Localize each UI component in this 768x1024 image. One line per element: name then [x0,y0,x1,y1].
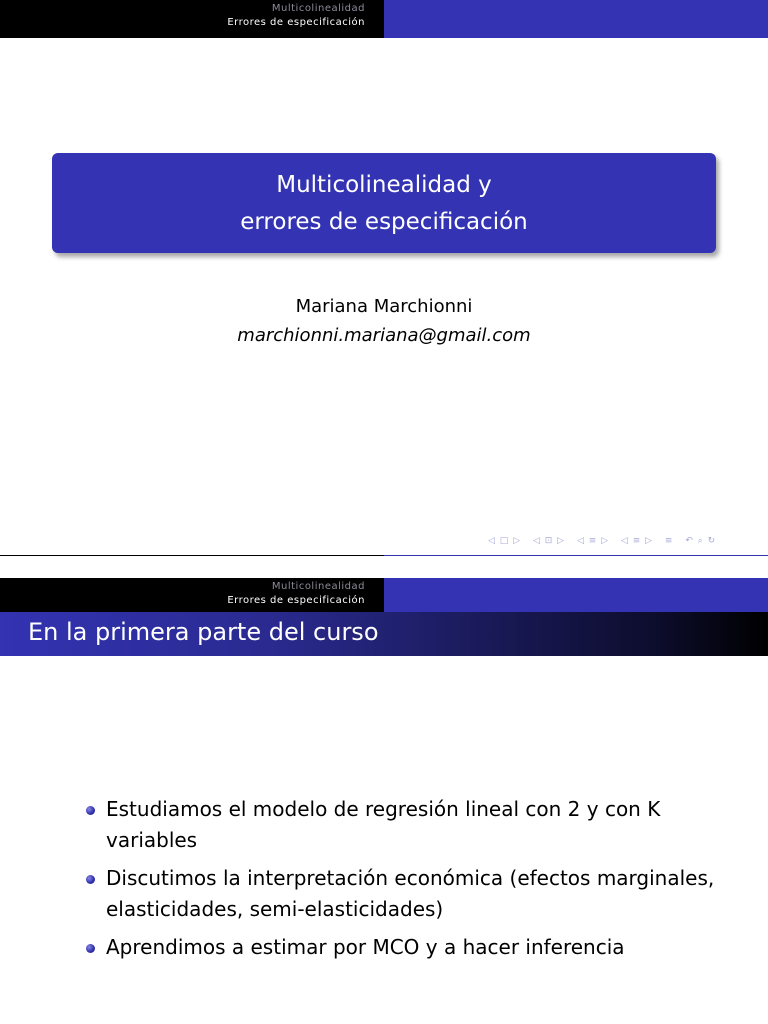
header-section-nav-2 [0,578,384,616]
header-section-nav [0,0,384,38]
beamer-navigation-symbols [488,536,724,550]
header-section-multicolinealidad-2[interactable]: Multicolinealidad [271,581,365,592]
nav-back-search-forward-icon[interactable]: ↶ ⌕ ↻ [685,536,717,546]
nav-frame-icon[interactable]: ◁ □ ▷ [488,536,522,546]
nav-appendix-icon[interactable]: ≡ [664,536,674,546]
header-section-multicolinealidad[interactable]: Multicolinealidad [271,3,365,14]
header-section-errores[interactable]: Errores de especificación [227,17,365,28]
nav-subsection-icon[interactable]: ◁ ⊡ ▷ [532,536,566,546]
bullet-text: Estudiamos el modelo de regresión lineal con 2 y con K variables [106,797,661,852]
bullet-text: Discutimos la interpretación económica (efectos marginales, elasticidades, semi-elasticidades) [106,866,715,921]
presentation-title-line1: Multicolinealidad y [276,172,492,198]
bullet-ball-icon [86,944,95,953]
header-bar [0,0,768,38]
nav-document-icon[interactable]: ◁ ≡ ▷ [620,536,654,546]
header-blue-panel [384,0,768,38]
frame-title: En la primera parte del curso [0,612,768,656]
bullet-list [84,794,724,970]
header-bar-2 [0,578,768,616]
bullet-item [84,794,724,856]
bullet-ball-icon [86,875,95,884]
content-slide [0,556,768,1024]
presentation-title-line2: errores de especificación [240,209,528,235]
bullet-ball-icon [86,806,95,815]
bullet-item [84,863,724,925]
bullet-text: Aprendimos a estimar por MCO y a hacer inferencia [106,935,625,959]
header-section-errores-2[interactable]: Errores de especificación [227,595,365,606]
author-name: Mariana Marchionni [295,296,473,317]
bullet-item [84,932,724,963]
nav-section-icon[interactable]: ◁ ≡ ▷ [576,536,610,546]
title-block [52,153,716,253]
header-blue-panel-2 [384,578,768,616]
author-email: marchionni.mariana@gmail.com [237,325,531,346]
